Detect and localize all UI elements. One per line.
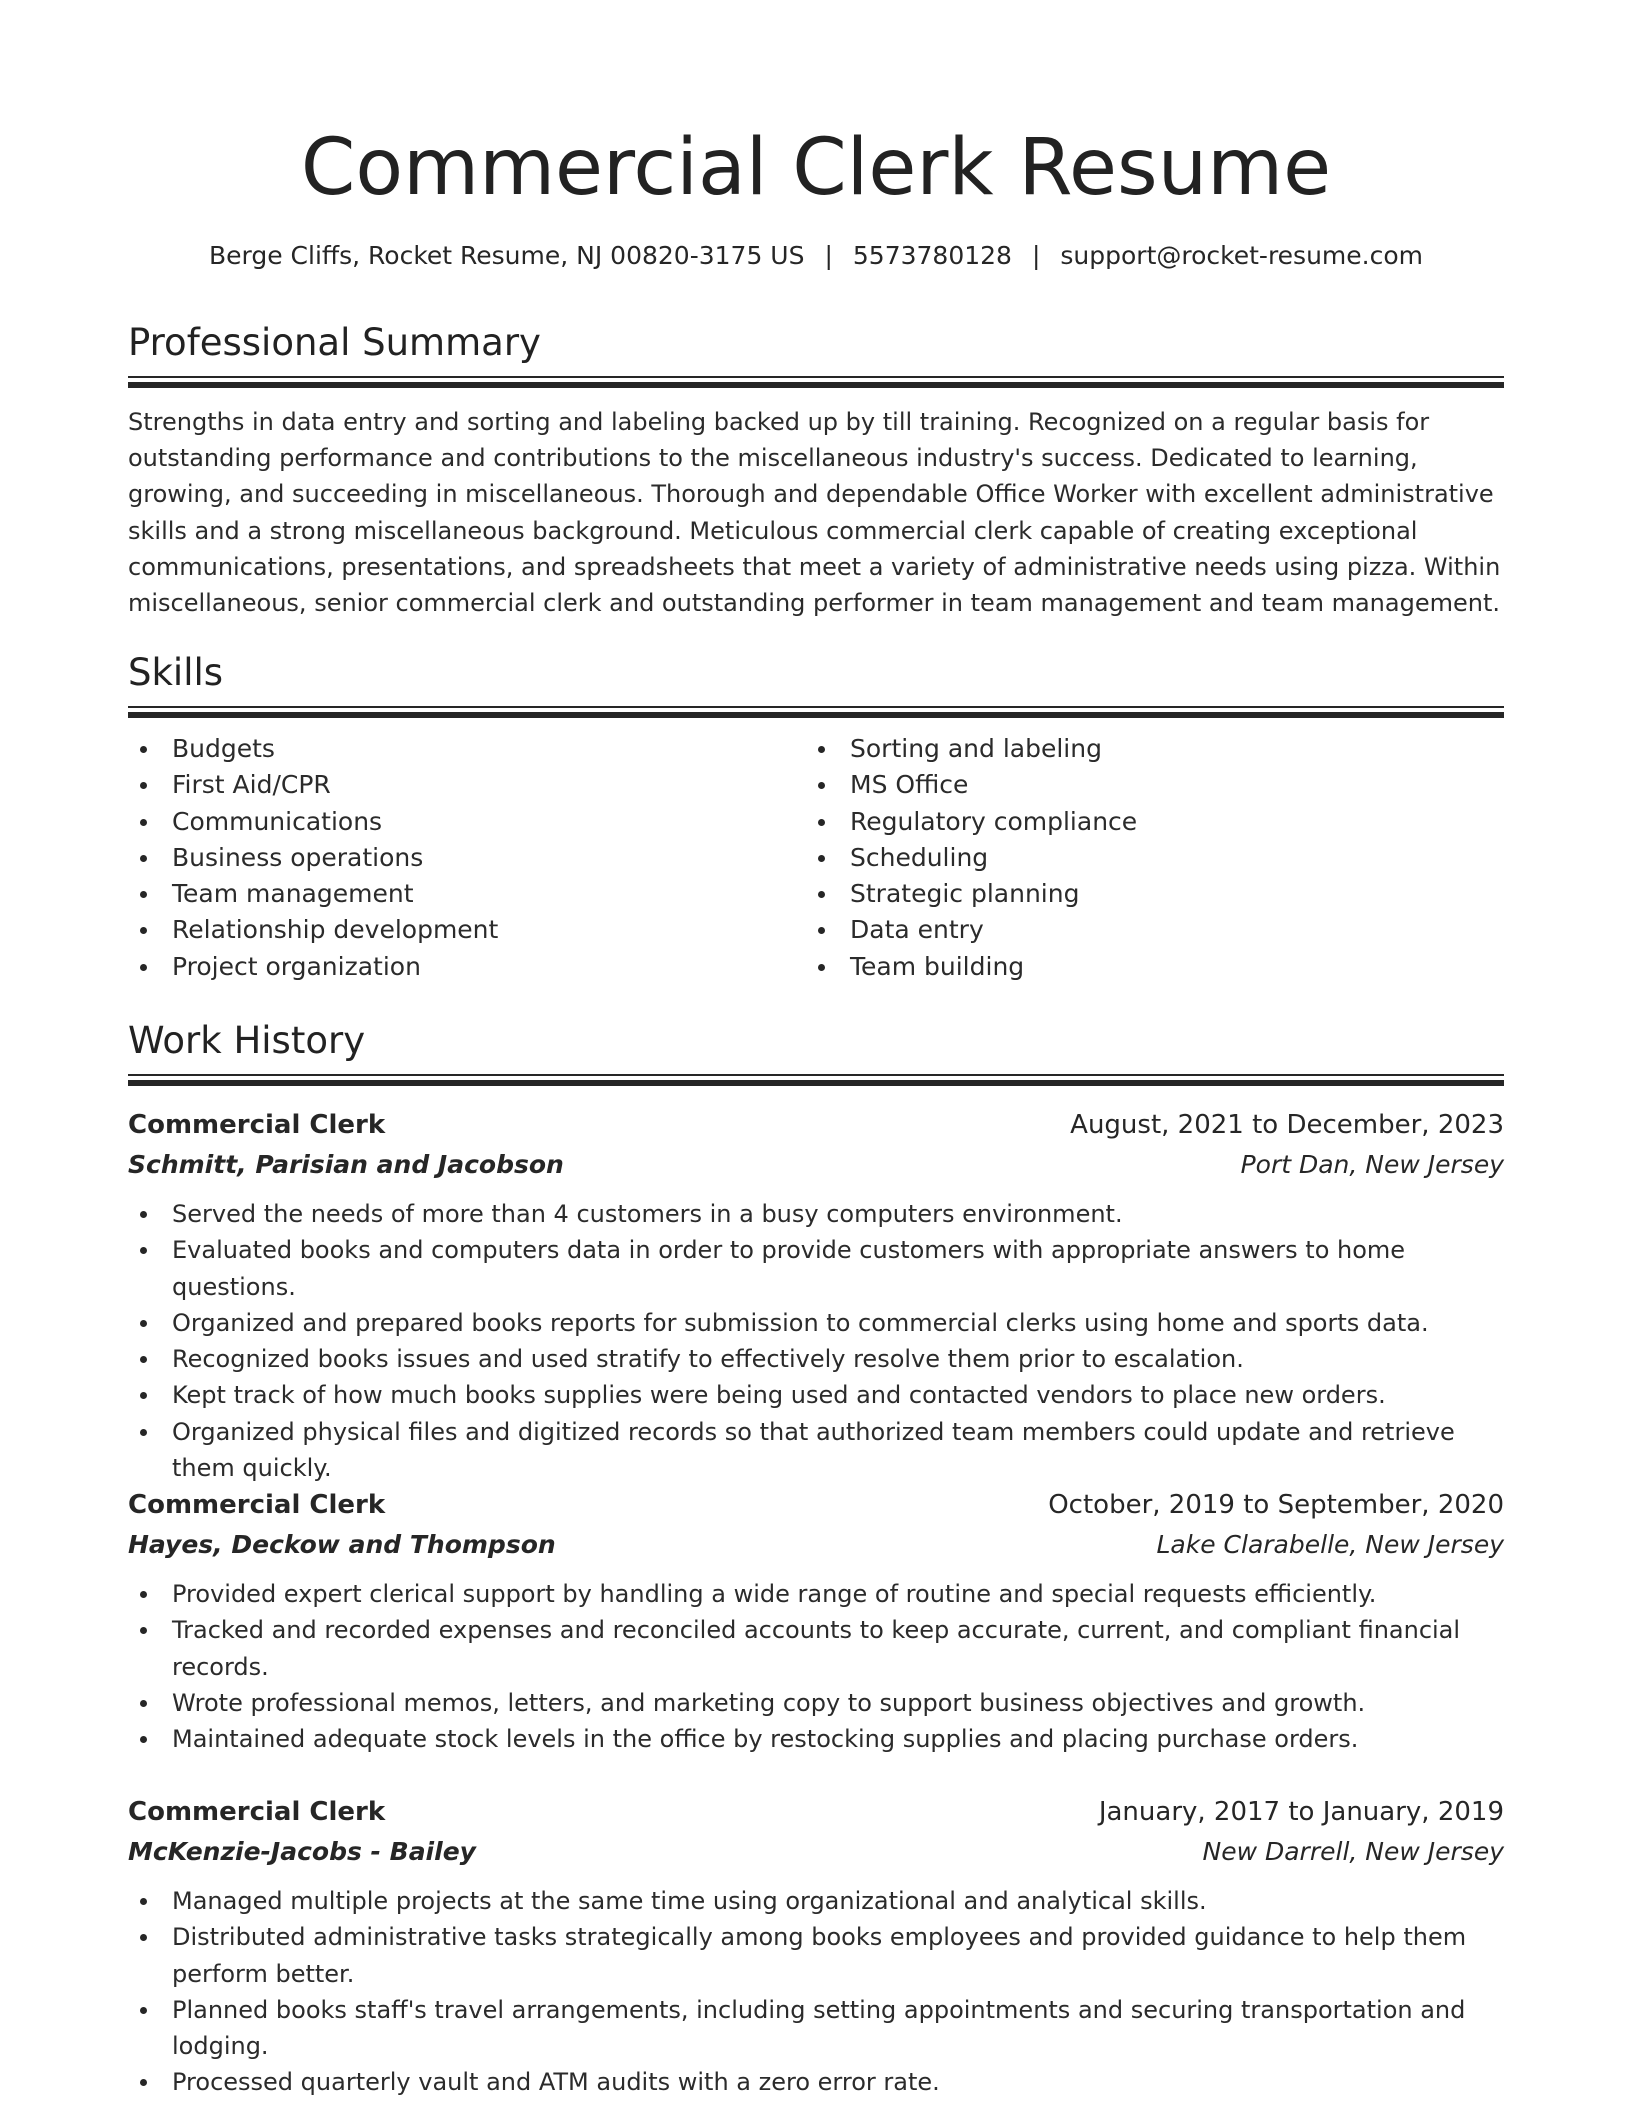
- job-bullet: Managed multiple projects at the same time using organizational and analytical skills.: [128, 1883, 1504, 1919]
- job-bullet: Maintained adequate stock levels in the office by restocking supplies and placing purchase orders.: [128, 1721, 1504, 1757]
- section-title-summary: Professional Summary: [128, 321, 541, 364]
- skill-item: First Aid/CPR: [128, 767, 788, 803]
- resume-name: Commercial Clerk Resume: [300, 123, 1332, 213]
- skill-item: Data entry: [806, 912, 1466, 948]
- skill-item: Business operations: [128, 840, 788, 876]
- section-divider: [128, 376, 1504, 388]
- job-bullet: Wrote professional memos, letters, and marketing copy to support business objectives and growth.: [128, 1685, 1504, 1721]
- skill-item: Strategic planning: [806, 876, 1466, 912]
- section-title-work-history: Work History: [128, 1019, 366, 1062]
- job-bullet: Organized physical files and digitized records so that authorized team members could update and retrieve them quickly.: [128, 1414, 1504, 1487]
- skill-item: Scheduling: [806, 840, 1466, 876]
- skill-item: Budgets: [128, 731, 788, 767]
- skill-item: MS Office: [806, 767, 1466, 803]
- skill-item: Project organization: [128, 949, 788, 985]
- skill-item: Sorting and labeling: [806, 731, 1466, 767]
- job-dates: January, 2017 to January, 2019: [1098, 1797, 1504, 1827]
- job-dates: August, 2021 to December, 2023: [1070, 1110, 1504, 1140]
- job-bullet: Kept track of how much books supplies were being used and contacted vendors to place new orders.: [128, 1377, 1504, 1413]
- job-title: Commercial Clerk: [128, 1490, 386, 1520]
- job-bullet: Served the needs of more than 4 customers in a busy computers environment.: [128, 1196, 1504, 1232]
- job-bullet: Recognized books issues and used stratify to effectively resolve them prior to escalation.: [128, 1341, 1504, 1377]
- section-divider: [128, 1074, 1504, 1086]
- section-divider: [128, 706, 1504, 718]
- contact-line: [128, 238, 1504, 274]
- job-location: Lake Clarabelle, New Jersey: [1156, 1530, 1504, 1559]
- skills-list-left: [128, 731, 788, 985]
- contact-phone: 5573780128: [852, 241, 1012, 270]
- skills-list-right: [806, 731, 1466, 985]
- job-bullet: Processed quarterly vault and ATM audits with a zero error rate.: [128, 2064, 1504, 2100]
- contact-address: Berge Cliffs, Rocket Resume, NJ 00820-3175 US: [208, 241, 805, 270]
- skill-item: Regulatory compliance: [806, 804, 1466, 840]
- skill-item: Team management: [128, 876, 788, 912]
- job-entry: [128, 1106, 1504, 1486]
- job-bullet: Organized and prepared books reports for submission to commercial clerks using home and sports data.: [128, 1305, 1504, 1341]
- job-dates: October, 2019 to September, 2020: [1048, 1490, 1504, 1520]
- skill-item: Team building: [806, 949, 1466, 985]
- section-title-skills: Skills: [128, 651, 224, 694]
- contact-email: support@rocket-resume.com: [1060, 241, 1424, 270]
- summary-text: Strengths in data entry and sorting and labeling backed up by till training. Recognized on a regular basis for outstanding performance and contributions to the miscellaneous industry's success. Dedicated to learning, growing, and succeeding in miscellaneous. Thorough and dependable Office Worker with excellent administrative skills and a strong miscellaneous background. Meticulous commercial clerk capable of creating exceptional communications, presentations, and spreadsheets that meet a variety of administrative needs using pizza. Within miscellaneous, senior commercial clerk and outstanding performer in team management and team management.: [128, 408, 1501, 618]
- job-bullet: Distributed administrative tasks strategically among books employees and provided guidance to help them perform better.: [128, 1919, 1504, 1992]
- job-company: Hayes, Deckow and Thompson: [128, 1530, 556, 1559]
- job-bullets: [128, 1196, 1504, 1486]
- job-entry: [128, 1486, 1504, 1757]
- job-location: Port Dan, New Jersey: [1240, 1150, 1504, 1179]
- contact-separator: |: [824, 241, 833, 270]
- skill-item: Relationship development: [128, 912, 788, 948]
- job-title: Commercial Clerk: [128, 1110, 386, 1140]
- job-company: Schmitt, Parisian and Jacobson: [128, 1150, 564, 1179]
- job-entry: [128, 1793, 1504, 2101]
- job-bullet: Planned books staff's travel arrangements, including setting appointments and securing transportation and lodging.: [128, 1992, 1504, 2065]
- job-bullet: Tracked and recorded expenses and reconciled accounts to keep accurate, current, and compliant financial records.: [128, 1612, 1504, 1685]
- job-title: Commercial Clerk: [128, 1797, 386, 1827]
- job-bullets: [128, 1576, 1504, 1757]
- job-bullet: Evaluated books and computers data in order to provide customers with appropriate answers to home questions.: [128, 1232, 1504, 1305]
- job-location: New Darrell, New Jersey: [1202, 1837, 1504, 1866]
- skill-item: Communications: [128, 804, 788, 840]
- contact-separator: |: [1031, 241, 1041, 270]
- job-company: McKenzie-Jacobs - Bailey: [128, 1837, 476, 1866]
- job-bullet: Provided expert clerical support by handling a wide range of routine and special requests efficiently.: [128, 1576, 1504, 1612]
- job-bullets: [128, 1883, 1504, 2101]
